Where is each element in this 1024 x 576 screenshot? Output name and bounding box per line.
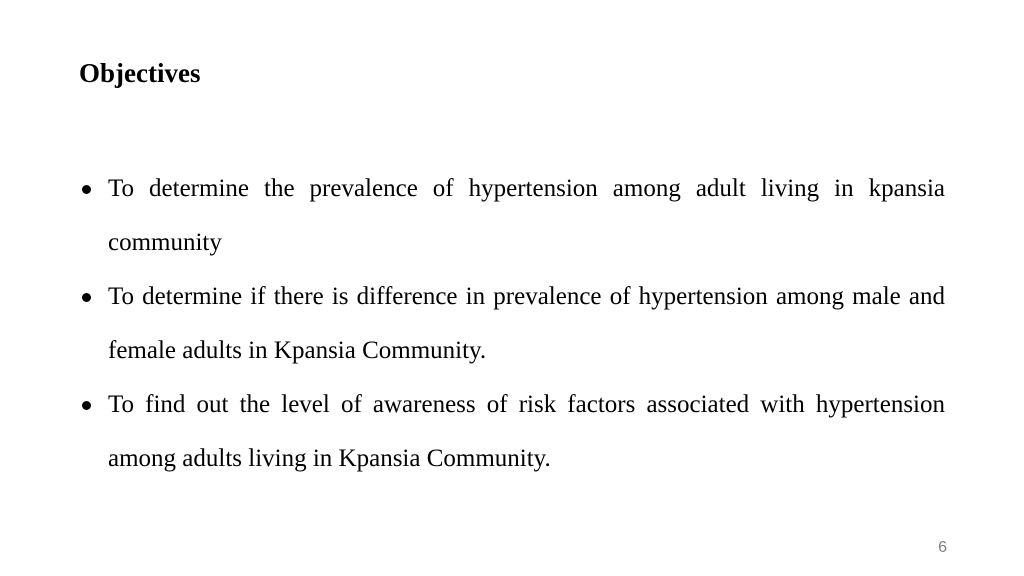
list-item <box>79 162 945 270</box>
bullet-text: To find out the level of awareness of risk factors associated with hypertension among adults living in Kpansia Community. <box>108 391 945 472</box>
bullet-icon <box>82 293 91 302</box>
bullet-icon <box>82 185 91 194</box>
page-number: 6 <box>938 539 947 556</box>
bullet-icon <box>82 401 91 410</box>
list-item <box>79 378 945 486</box>
bullet-text: To determine if there is difference in prevalence of hypertension among male and female adults in Kpansia Community. <box>108 283 945 364</box>
list-item <box>79 270 945 378</box>
bullet-text: To determine the prevalence of hypertension among adult living in kpansia community <box>108 175 945 256</box>
objectives-list <box>79 162 945 486</box>
slide-title: Objectives <box>79 58 201 88</box>
